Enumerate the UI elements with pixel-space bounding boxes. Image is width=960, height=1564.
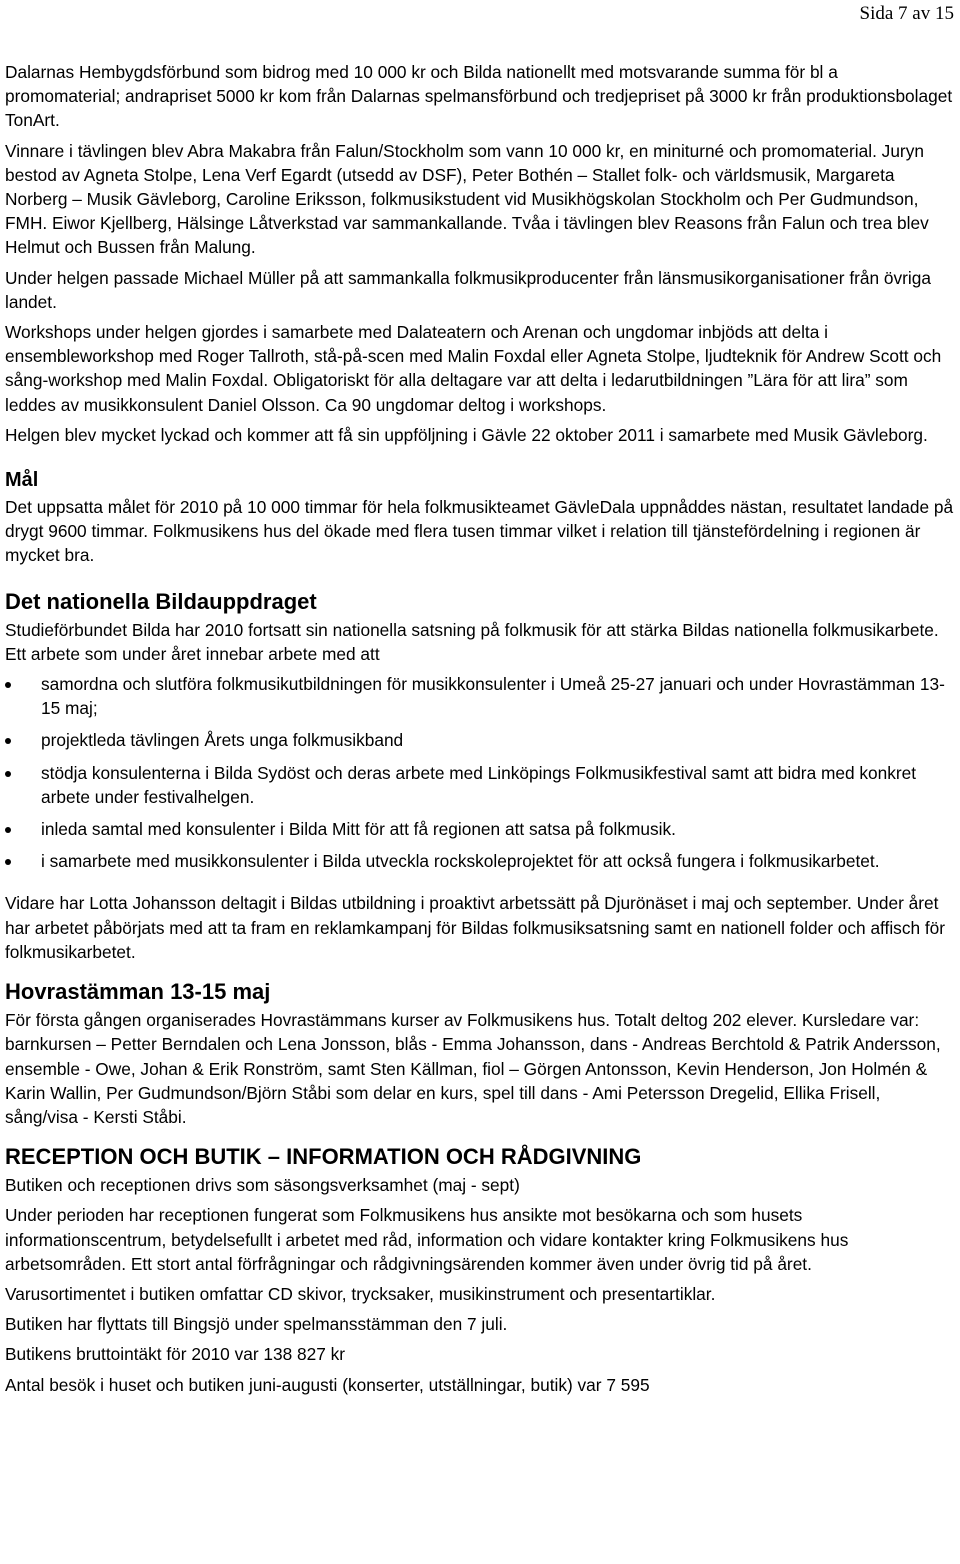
paragraph-season: Butiken och receptionen drivs som säsongsverksamhet (maj - sept) — [5, 1175, 520, 1196]
list-item — [5, 728, 955, 752]
paragraph-hovrastamman: För första gången organiserades Hovrastämmans kurser av Folkmusikens hus. Totalt deltog 202 elever. Kursledare var: barnkursen – Petter Berndalen och Lena Jonsson, blås - Emma Johansson, dans - Andreas Berchtold & Patrik Andersson, ensemble - Owe, Johan & Erik Ronström, samt Sten Källman, fiol – Görgen Antonsson, Kevin Henderson, Jon Holmén & Karin Wallin, Per Gudmundson/Björn Ståbi som delar en kurs, spel till dans - Ami Petersson Dregelid, Ellika Frisell, sång/visa - Kersti Ståbi. — [5, 1010, 941, 1127]
bilda-bullet-list — [5, 672, 955, 873]
bullet-icon — [5, 827, 11, 833]
list-item — [5, 761, 955, 809]
heading-hovrastamman: Hovrastämman 13-15 maj — [5, 979, 271, 1005]
list-item-text: projektleda tävlingen Årets unga folkmusikband — [41, 730, 404, 751]
bullet-icon — [5, 859, 11, 865]
list-item-text: inleda samtal med konsulenter i Bilda Mitt för att få regionen att satsa på folkmusik. — [41, 819, 676, 840]
page-number: Sida 7 av 15 — [859, 3, 954, 24]
list-item-text: i samarbete med musikkonsulenter i Bilda utveckla rockskoleprojektet för att också fungera i folkmusikarbetet. — [41, 851, 880, 872]
paragraph-producers: Under helgen passade Michael Müller på att sammankalla folkmusikproducenter från länsmusikorganisationer från övriga landet. — [5, 267, 931, 312]
paragraph-followup: Helgen blev mycket lyckad och kommer att få sin uppföljning i Gävle 22 oktober 2011 i samarbete med Musik Gävleborg. — [5, 424, 928, 445]
bullet-icon — [5, 771, 11, 777]
list-item-text: stödja konsulenterna i Bilda Sydöst och deras arbete med Linköpings Folkmusikfestival samt att bidra med konkret arbete under festivalhelgen. — [41, 762, 917, 807]
paragraph-mal: Det uppsatta målet för 2010 på 10 000 timmar för hela folkmusikteamet GävleDala uppnåddes nästan, resultatet landade på drygt 9600 timmar. Folkmusikens hus del ökade med flera tusen timmar vilket i relation till tjänstefördelning i regionen är mycket bra. — [5, 497, 954, 566]
paragraph-winners: Vinnare i tävlingen blev Abra Makabra från Falun/Stockholm som vann 10 000 kr, en miniturné och promomaterial. Juryn bestod av Agneta Stolpe, Lena Verf Egardt (utsedd av DSF), Peter Bothén – Stallet folk- och världsmusik, Margareta Norberg – Musik Gävleborg, Caroline Eriksson, folkmusikstudent vid Musikhögskolan Stockholm och Per Gudmundson, FMH. Eiwor Kjellberg, Hälsinge Låtverkstad var sammankallande. Tvåa i tävlingen blev Reasons från Falun och trea blev Helmut och Bussen från Malung. — [5, 140, 929, 258]
paragraph-bilda-intro: Studieförbundet Bilda har 2010 fortsatt sin nationella satsning på folkmusik för att stärka Bildas nationella folkmusikarbete. Ett arbete som under året innebar arbete med att — [5, 619, 939, 664]
list-item — [5, 817, 955, 841]
paragraph-visits: Antal besök i huset och butiken juni-augusti (konserter, utställningar, butik) var 7 595 — [5, 1374, 650, 1395]
paragraph-bingsjo: Butiken har flyttats till Bingsjö under spelmansstämman den 7 juli. — [5, 1314, 508, 1335]
paragraph-reception-role: Under perioden har receptionen fungerat som Folkmusikens hus ansikte mot besökarna och som husets informationscentrum, betydelsefullt i arbetet med råd, information och vidare kontakter kring Folkmusikens hus arbetsområden. Ett stort antal förfrågningar och rådgivningsärenden kommer även under övrig tid på året. — [5, 1205, 849, 1274]
paragraph-sponsors: Dalarnas Hembygdsförbund som bidrog med 10 000 kr och Bilda nationellt med motsvarande summa för bl a promomaterial; andrapriset 5000 kr kom från Dalarnas spelmansförbund och tredjepriset på 3000 kr från produktionsbolaget TonArt. — [5, 62, 953, 131]
list-item-text: samordna och slutföra folkmusikutbildningen för musikkonsulenter i Umeå 25-27 januari och under Hovrastämman 13-15 maj; — [41, 674, 945, 719]
heading-bildauppdraget: Det nationella Bildauppdraget — [5, 588, 317, 614]
heading-reception: RECEPTION OCH BUTIK – INFORMATION OCH RÅDGIVNING — [5, 1144, 642, 1170]
document-body — [5, 60, 955, 1403]
list-item — [5, 849, 955, 873]
bullet-icon — [5, 738, 11, 744]
bullet-icon — [5, 682, 11, 688]
paragraph-workshops: Workshops under helgen gjordes i samarbete med Dalateatern och Arenan och ungdomar inbjöds att delta i ensembleworkshop med Roger Tallroth, stå-på-scen med Malin Foxdal eller Agneta Stolpe, ljudteknik för Andrew Scott och sång-workshop med Malin Foxdal. Obligatoriskt för alla deltagare var att delta i ledarutbildningen ”Lära för att lira” som leddes av musikkonsulent Daniel Olsson. Ca 90 ungdomar deltog i workshops. — [5, 322, 942, 415]
paragraph-assortment: Varusortimentet i butiken omfattar CD skivor, trycksaker, musikinstrument och presentartiklar. — [5, 1283, 716, 1304]
list-item — [5, 672, 955, 720]
paragraph-bilda-outro: Vidare har Lotta Johansson deltagit i Bildas utbildning i proaktivt arbetssätt på Djurönäset i maj och september. Under året har arbetet påbörjats med att ta fram en reklamkampanj för Bildas folkmusiksatsning samt en nationell folder och affisch för folkmusikarbetet. — [5, 893, 946, 962]
paragraph-revenue: Butikens bruttointäkt för 2010 var 138 827 kr — [5, 1344, 346, 1365]
heading-mal: Mål — [5, 469, 39, 492]
